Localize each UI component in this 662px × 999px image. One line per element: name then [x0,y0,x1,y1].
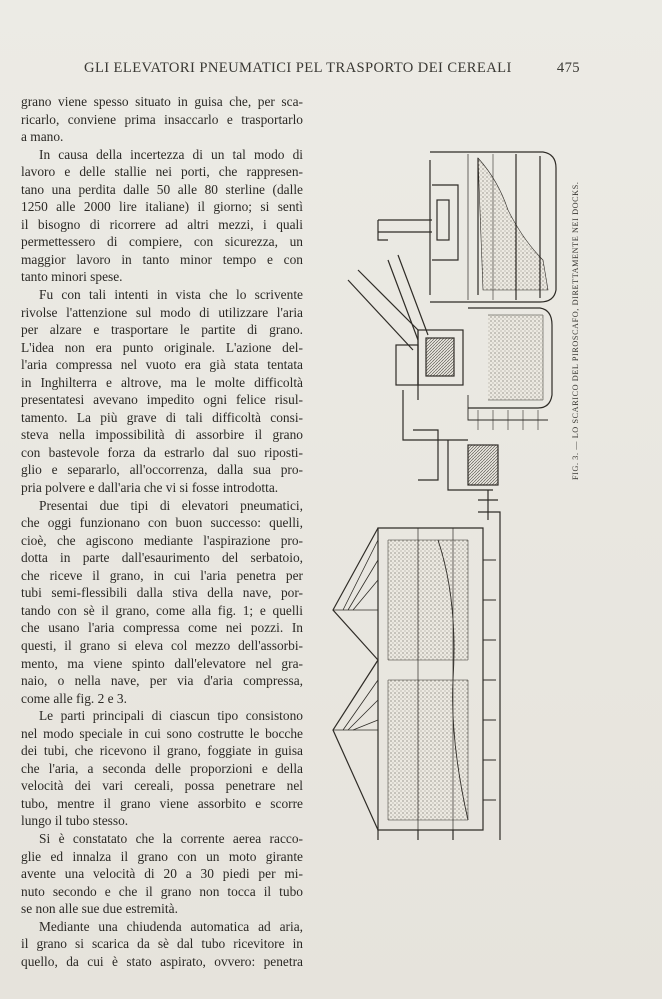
text-line: maggior lavoro in tanto minor tempo e con [21,251,303,267]
text-line: il bisogno di ricorrere ad altri mezzi, i quali [21,216,303,232]
text-line: rivolse l'attenzione sul modo di utilizzare l'aria [21,304,303,320]
text-line: tubo, mentre il grano viene assorbito e scorre [21,795,303,811]
text-line: che l'aria, a seconda delle proporzioni e della [21,760,303,776]
text-line: tubi semi-flessibili dalla stiva della nave, por- [21,585,303,601]
text-line: naio, o nella nave, per via d'aria compressa, [21,673,303,689]
text-line: se non alle sue due estremità. [21,901,178,917]
text-line: nel modo speciale in cui sono costrutte le bocche [21,725,303,741]
text-line: a mano. [21,129,64,145]
text-line: ricarlo, conviene prima insaccarlo e trasportarlo [21,111,303,127]
text-line: Le parti principali di ciascun tipo consistono [39,708,303,724]
text-line: Mediante una chiudenda automatica ad aria, [39,918,303,934]
body-text [21,93,303,970]
text-line: tando con sè il grano, come alla fig. 1; e quelli [21,602,303,618]
text-line: questi, il grano si eleva col mezzo dell'assorbi- [21,637,303,653]
text-line: In causa della incertezza di un tal modo di [39,146,303,162]
text-line: tamento. La più grave di tali difficoltà consi- [21,409,303,425]
text-line: che oggi funzionano con buon successo: quelli, [21,515,303,531]
text-line: tanto minori spese. [21,269,123,285]
running-header [20,60,580,80]
text-line: velocità dei vari cereali, possa penetrare nel [21,778,303,794]
text-line: in Inghilterra e altrove, ma le molte difficoltà [21,374,303,390]
text-line: L'idea non era punto originale. L'azione del- [21,339,303,355]
text-line: glie ed innalza il grano con un moto girante [21,848,303,864]
text-line: cioè, che agiscono mediante l'aspirazione pro- [21,532,303,548]
text-line: l'aria compressa nel vuoto era già stata tentata [21,357,303,373]
text-line: 1250 alle 2000 lire italiane) il giorno; si sentì [21,199,303,215]
text-line: steva nella impossibilità di assorbire il grano [21,427,303,443]
text-line: che riceve il grano, in cui l'aria penetra per [21,567,303,583]
text-line: avente una velocità di 20 a 30 piedi per mi- [21,866,303,882]
text-line: lungo il tubo stesso. [21,813,129,829]
text-line: come alle fig. 2 e 3. [21,690,127,706]
text-line: Si è constatato che la corrente aerea racco- [39,830,303,846]
text-line: dotta in parte dall'esaurimento del serbatoio, [21,550,303,566]
text-line: per alzare e trasportare le partite di grano. [21,322,303,338]
figure-caption: FIG. 3. — LO SCARICO DEL PIROSCAFO, DIRETTAMENTE NEI DOCKS. [571,181,580,480]
text-line: con bastevole forza da estrarlo dal suo riposti- [21,444,303,460]
text-line: tano una perdita dalle 50 alle 80 sterline (dalle [21,181,303,197]
text-line: il grano si scarica da sè dal tubo ricevitore in [21,936,303,952]
text-line: dei tubi, che ricevono il grano, foggiate in guisa [21,743,303,759]
header-title: GLI ELEVATORI PNEUMATICI PEL TRASPORTO DEI CEREALI [84,60,512,76]
elevator-machinery [348,255,552,520]
ship-hull [378,152,556,302]
page-number: 475 [556,60,580,76]
text-line: permettessero di compiere, con sicurezza, un [21,234,303,250]
text-line: nuto secondo e che il grano non tocca il tubo [21,883,303,899]
text-line: Fu con tali intenti in vista che lo scrivente [39,287,303,303]
text-line: Presentai due tipi di elevatori pneumatici, [39,497,303,513]
text-line: mento, ma viene spinto dall'elevatore nel gra- [21,655,303,671]
text-line: pria polvere e dall'aria che vi si fosse introdotta. [21,480,279,496]
granary-building [333,512,500,840]
text-line: grano viene spesso situato in guisa che, per sca- [21,94,303,109]
text-line: che usano l'aria compressa come nei pozzi. In [21,620,303,636]
text-line: lavoro e delle stallie nei porti, che rappresen- [21,164,303,180]
text-line: quello, da cui è stato aspirato, ovvero: penetra [21,953,303,969]
text-line: presentatesi avevano impedito ogni felice risul- [21,392,303,408]
text-line: glio e separarlo, all'occorrenza, dalla sua pro- [21,462,303,478]
